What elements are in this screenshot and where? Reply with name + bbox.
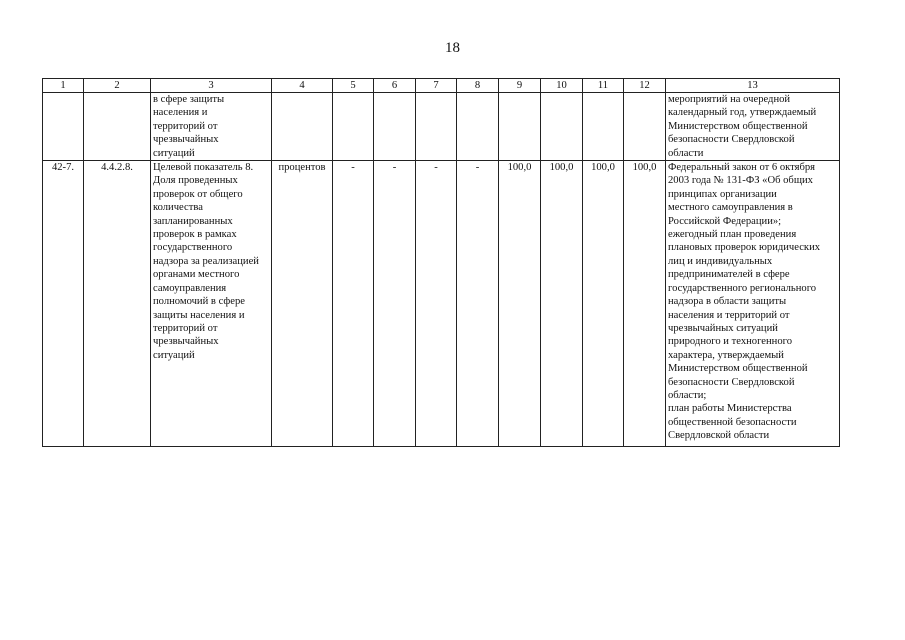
source-text [666, 161, 840, 447]
indicator-name [151, 161, 272, 447]
unit: процентов [272, 161, 333, 447]
text-line: план работы Министерства [668, 403, 792, 415]
text-line: ситуаций [153, 147, 195, 159]
value-cell [374, 93, 416, 161]
text-line: принципах организации [668, 188, 777, 200]
col-header: 12 [624, 79, 666, 93]
col-header: 7 [416, 79, 457, 93]
text-line: защиты населения и [153, 309, 245, 321]
value-cell: 100,0 [583, 161, 624, 447]
text-line: плановых проверок юридических [668, 242, 821, 254]
text-line: области [668, 147, 704, 159]
text-line: Российской Федерации»; [668, 215, 782, 227]
text-line: запланированных [153, 215, 233, 227]
text-line: проверок в рамках [153, 229, 237, 241]
text-line: территорий от [153, 120, 218, 132]
text-line: ежегодный план проведения [668, 229, 797, 241]
unit [272, 93, 333, 161]
text-line: чрезвычайных ситуаций [668, 322, 778, 334]
table-row [43, 93, 840, 161]
item-code [84, 93, 151, 161]
table-row [43, 161, 840, 447]
text-line: в сфере защиты [153, 94, 225, 105]
text-line: Свердловской области [668, 430, 770, 442]
col-header: 6 [374, 79, 416, 93]
text-line: общественной безопасности [668, 416, 797, 428]
header-row [43, 79, 840, 93]
value-cell: - [457, 161, 499, 447]
text-line: населения и территорий от [668, 309, 790, 321]
text-line: ситуаций [153, 349, 195, 361]
value-cell [499, 93, 541, 161]
value-cell: 100,0 [541, 161, 583, 447]
col-header: 9 [499, 79, 541, 93]
col-header: 5 [333, 79, 374, 93]
text-line: лиц и индивидуальных [668, 255, 773, 267]
text-line: территорий от [153, 322, 218, 334]
value-cell [541, 93, 583, 161]
col-header: 4 [272, 79, 333, 93]
text-line: самоуправления [153, 282, 227, 294]
col-header: 11 [583, 79, 624, 93]
text-line: Министерством общественной [668, 363, 808, 375]
value-cell: 100,0 [499, 161, 541, 447]
text-line: надзора в области защиты [668, 296, 787, 308]
col-header: 10 [541, 79, 583, 93]
text-line: Целевой показатель 8. [153, 162, 254, 174]
item-code: 4.4.2.8. [84, 161, 151, 447]
value-cell [583, 93, 624, 161]
col-header: 1 [43, 79, 84, 93]
text-line: надзора за реализацией [153, 255, 259, 267]
text-line: Доля проведенных [153, 175, 238, 187]
value-cell: - [416, 161, 457, 447]
value-cell: - [333, 161, 374, 447]
indicator-table [42, 78, 840, 447]
source-text [666, 93, 840, 161]
text-line: количества [153, 202, 203, 214]
col-header: 3 [151, 79, 272, 93]
text-line: населения и [153, 107, 208, 119]
text-line: календарный год, утверждаемый [668, 107, 817, 119]
row-number: 42-7. [43, 161, 84, 447]
text-line: характера, утверждаемый [668, 349, 784, 361]
col-header: 2 [84, 79, 151, 93]
text-line: органами местного [153, 269, 240, 281]
text-line: местного самоуправления в [668, 202, 793, 214]
text-line: чрезвычайных [153, 336, 219, 348]
text-line: предпринимателей в сфере [668, 269, 790, 281]
value-cell [333, 93, 374, 161]
text-line: области; [668, 389, 707, 401]
text-line: мероприятий на очередной [668, 94, 791, 105]
text-line: государственного регионального [668, 282, 817, 294]
text-line: природного и техногенного [668, 336, 793, 348]
text-line: государственного [153, 242, 233, 254]
text-line: безопасности Свердловской [668, 376, 795, 388]
text-line: чрезвычайных [153, 134, 219, 146]
text-line: безопасности Свердловской [668, 134, 795, 146]
page-number: 18 [445, 40, 460, 56]
value-cell [457, 93, 499, 161]
text-line: Министерством общественной [668, 120, 808, 132]
text-line: проверок от общего [153, 188, 243, 200]
text-line: Федеральный закон от 6 октября [668, 162, 816, 174]
indicator-name [151, 93, 272, 161]
value-cell: - [374, 161, 416, 447]
row-number [43, 93, 84, 161]
text-line: полномочий в сфере [153, 296, 245, 308]
text-line: 2003 года № 131-ФЗ «Об общих [668, 175, 813, 187]
col-header: 13 [666, 79, 840, 93]
value-cell: 100,0 [624, 161, 666, 447]
value-cell [624, 93, 666, 161]
value-cell [416, 93, 457, 161]
col-header: 8 [457, 79, 499, 93]
